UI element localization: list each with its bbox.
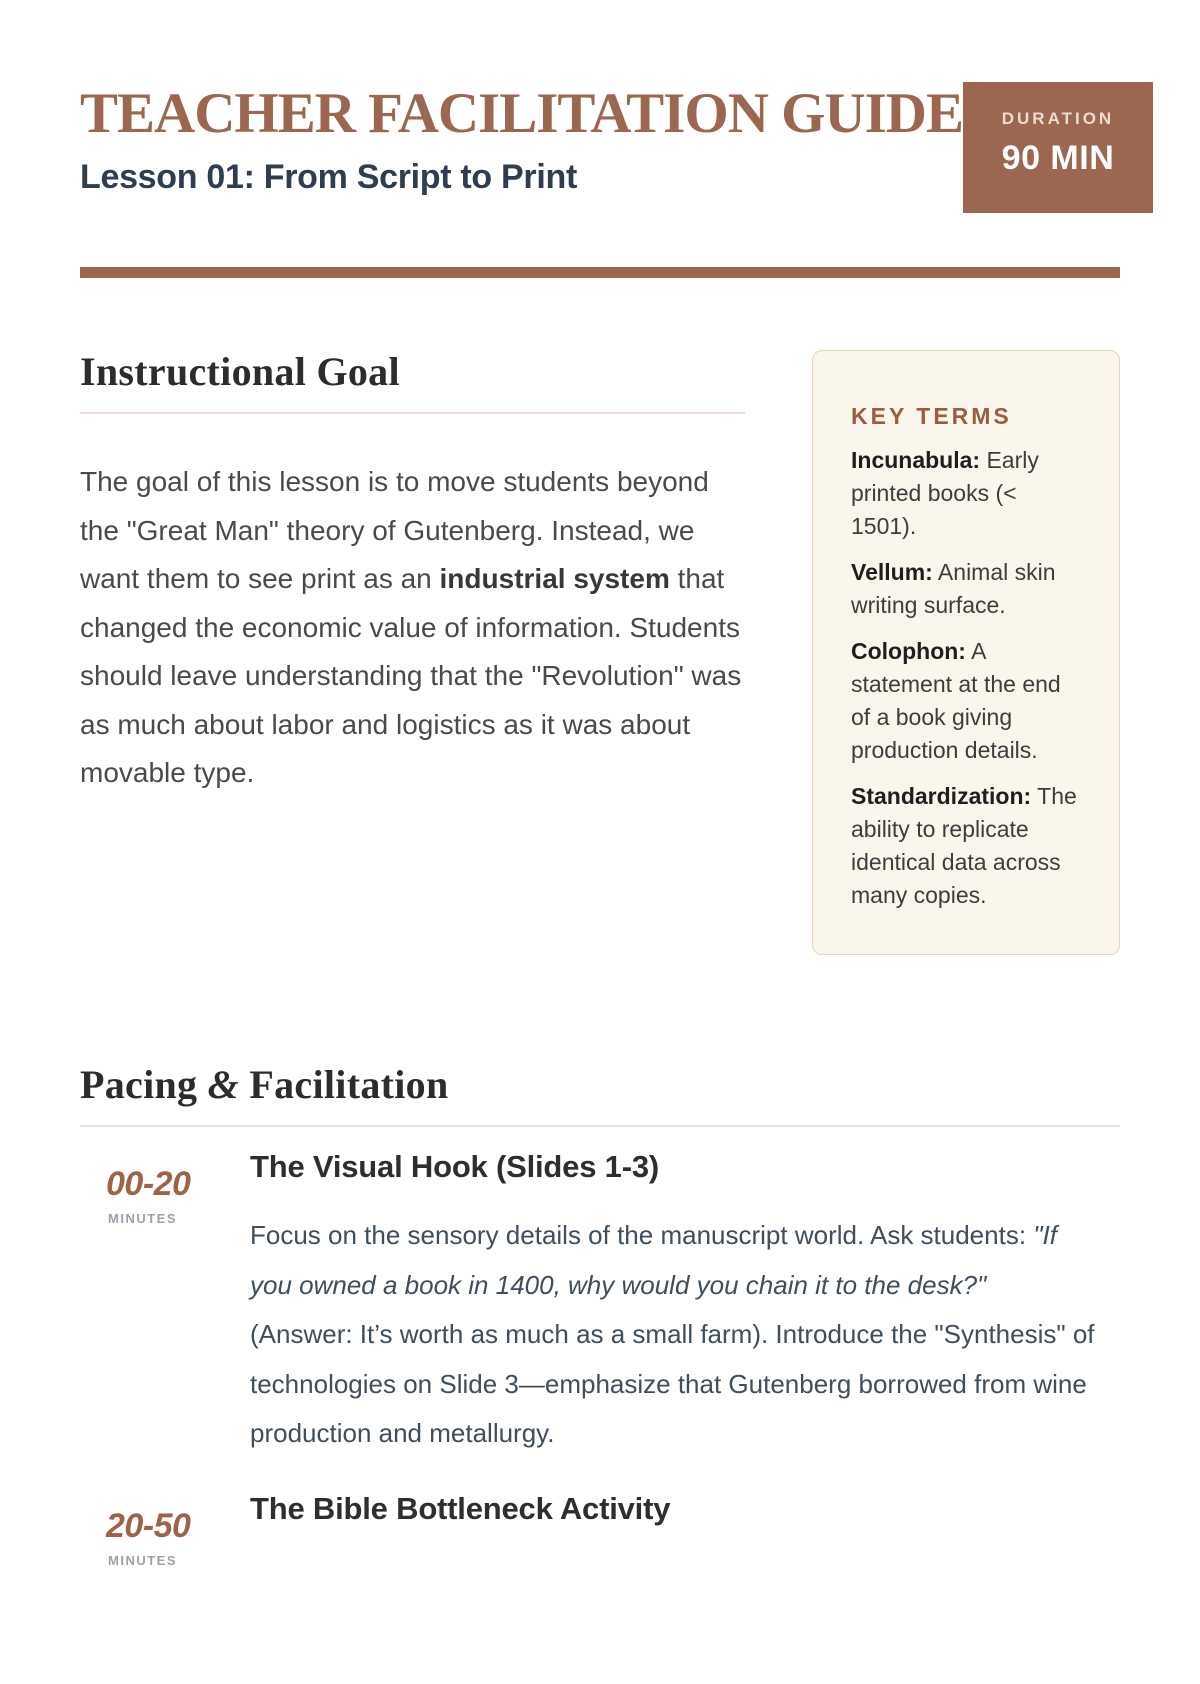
key-term-name: Colophon:	[851, 638, 966, 664]
goal-text-start: The goal of this lesson is to move students beyond the "Great Man" theory of Gutenberg. Instead, we want them to see print as an	[80, 466, 709, 594]
instructional-goal-heading: Instructional Goal	[80, 349, 400, 394]
entry-content	[250, 1491, 1095, 1568]
key-term-definition: Early printed books (< 1501).	[851, 447, 1039, 539]
key-term-item	[851, 444, 1081, 543]
entry-content	[250, 1149, 1095, 1459]
activity-quote: "If you owned a book in 1400, why would you chain it to the desk?"	[250, 1220, 1057, 1300]
instructional-goal-paragraph	[80, 458, 745, 798]
page-title: TEACHER FACILITATION GUIDE	[80, 82, 963, 145]
activity-text-end: (Answer: It’s worth as much as a small farm). Introduce the "Synthesis" of technologies on Slide 3—emphasize that Gutenberg borrowed from wine production and metallurgy.	[250, 1319, 1095, 1448]
key-term-item	[851, 635, 1081, 767]
key-terms-card	[812, 350, 1120, 955]
duration-label: DURATION	[1001, 109, 1115, 128]
duration-badge	[963, 82, 1153, 213]
lesson-guide-page	[0, 84, 1200, 1568]
header	[80, 84, 1120, 213]
schedule-entry	[80, 1491, 1120, 1568]
pacing-heading-ampersand: &	[207, 1062, 240, 1107]
pacing-heading-text: Facilitation	[239, 1062, 449, 1107]
time-column	[80, 1149, 250, 1459]
key-term-name: Standardization:	[851, 783, 1032, 809]
minutes-label: MINUTES	[108, 1211, 177, 1226]
instructional-goal-rule	[80, 412, 745, 414]
time-range: 20-50	[106, 1506, 191, 1545]
key-term-item	[851, 556, 1081, 622]
key-term-name: Incunabula:	[851, 447, 981, 473]
goal-and-terms-columns	[80, 350, 1120, 955]
key-term-definition: Animal skin writing surface.	[851, 559, 1056, 618]
key-term-definition: The ability to replicate identical data across many copies.	[851, 783, 1077, 908]
activity-text-start: Focus on the sensory details of the manuscript world. Ask students:	[250, 1220, 1034, 1250]
instructional-goal-section	[80, 350, 745, 798]
activity-title: The Visual Hook (Slides 1-3)	[250, 1149, 659, 1184]
pacing-rule	[80, 1125, 1120, 1127]
activity-description	[250, 1211, 1095, 1459]
time-column	[80, 1491, 250, 1568]
pacing-heading	[80, 1063, 1120, 1107]
lesson-subtitle: Lesson 01: From Script to Print	[80, 157, 577, 196]
goal-text-end: that changed the economic value of information. Students should leave understanding that the "Revolution" was as much about labor and logistics as it was about movable type.	[80, 563, 742, 788]
header-titles	[80, 84, 963, 197]
key-terms-heading: KEY TERMS	[851, 403, 1012, 429]
header-rule	[80, 267, 1120, 278]
pacing-heading-text: Pacing	[80, 1062, 208, 1107]
minutes-label: MINUTES	[108, 1552, 177, 1568]
pacing-section	[80, 1063, 1120, 1568]
activity-title: The Bible Bottleneck Activity	[250, 1490, 671, 1526]
time-range: 00-20	[106, 1165, 191, 1203]
duration-value: 90 MIN	[1001, 139, 1115, 177]
key-term-item	[851, 780, 1081, 912]
goal-text-emphasis: industrial system	[439, 563, 670, 594]
key-terms-list	[851, 444, 1081, 912]
key-term-definition: A statement at the end of a book giving production details.	[851, 638, 1061, 763]
schedule-entry	[80, 1149, 1120, 1459]
key-term-name: Vellum:	[851, 559, 933, 585]
